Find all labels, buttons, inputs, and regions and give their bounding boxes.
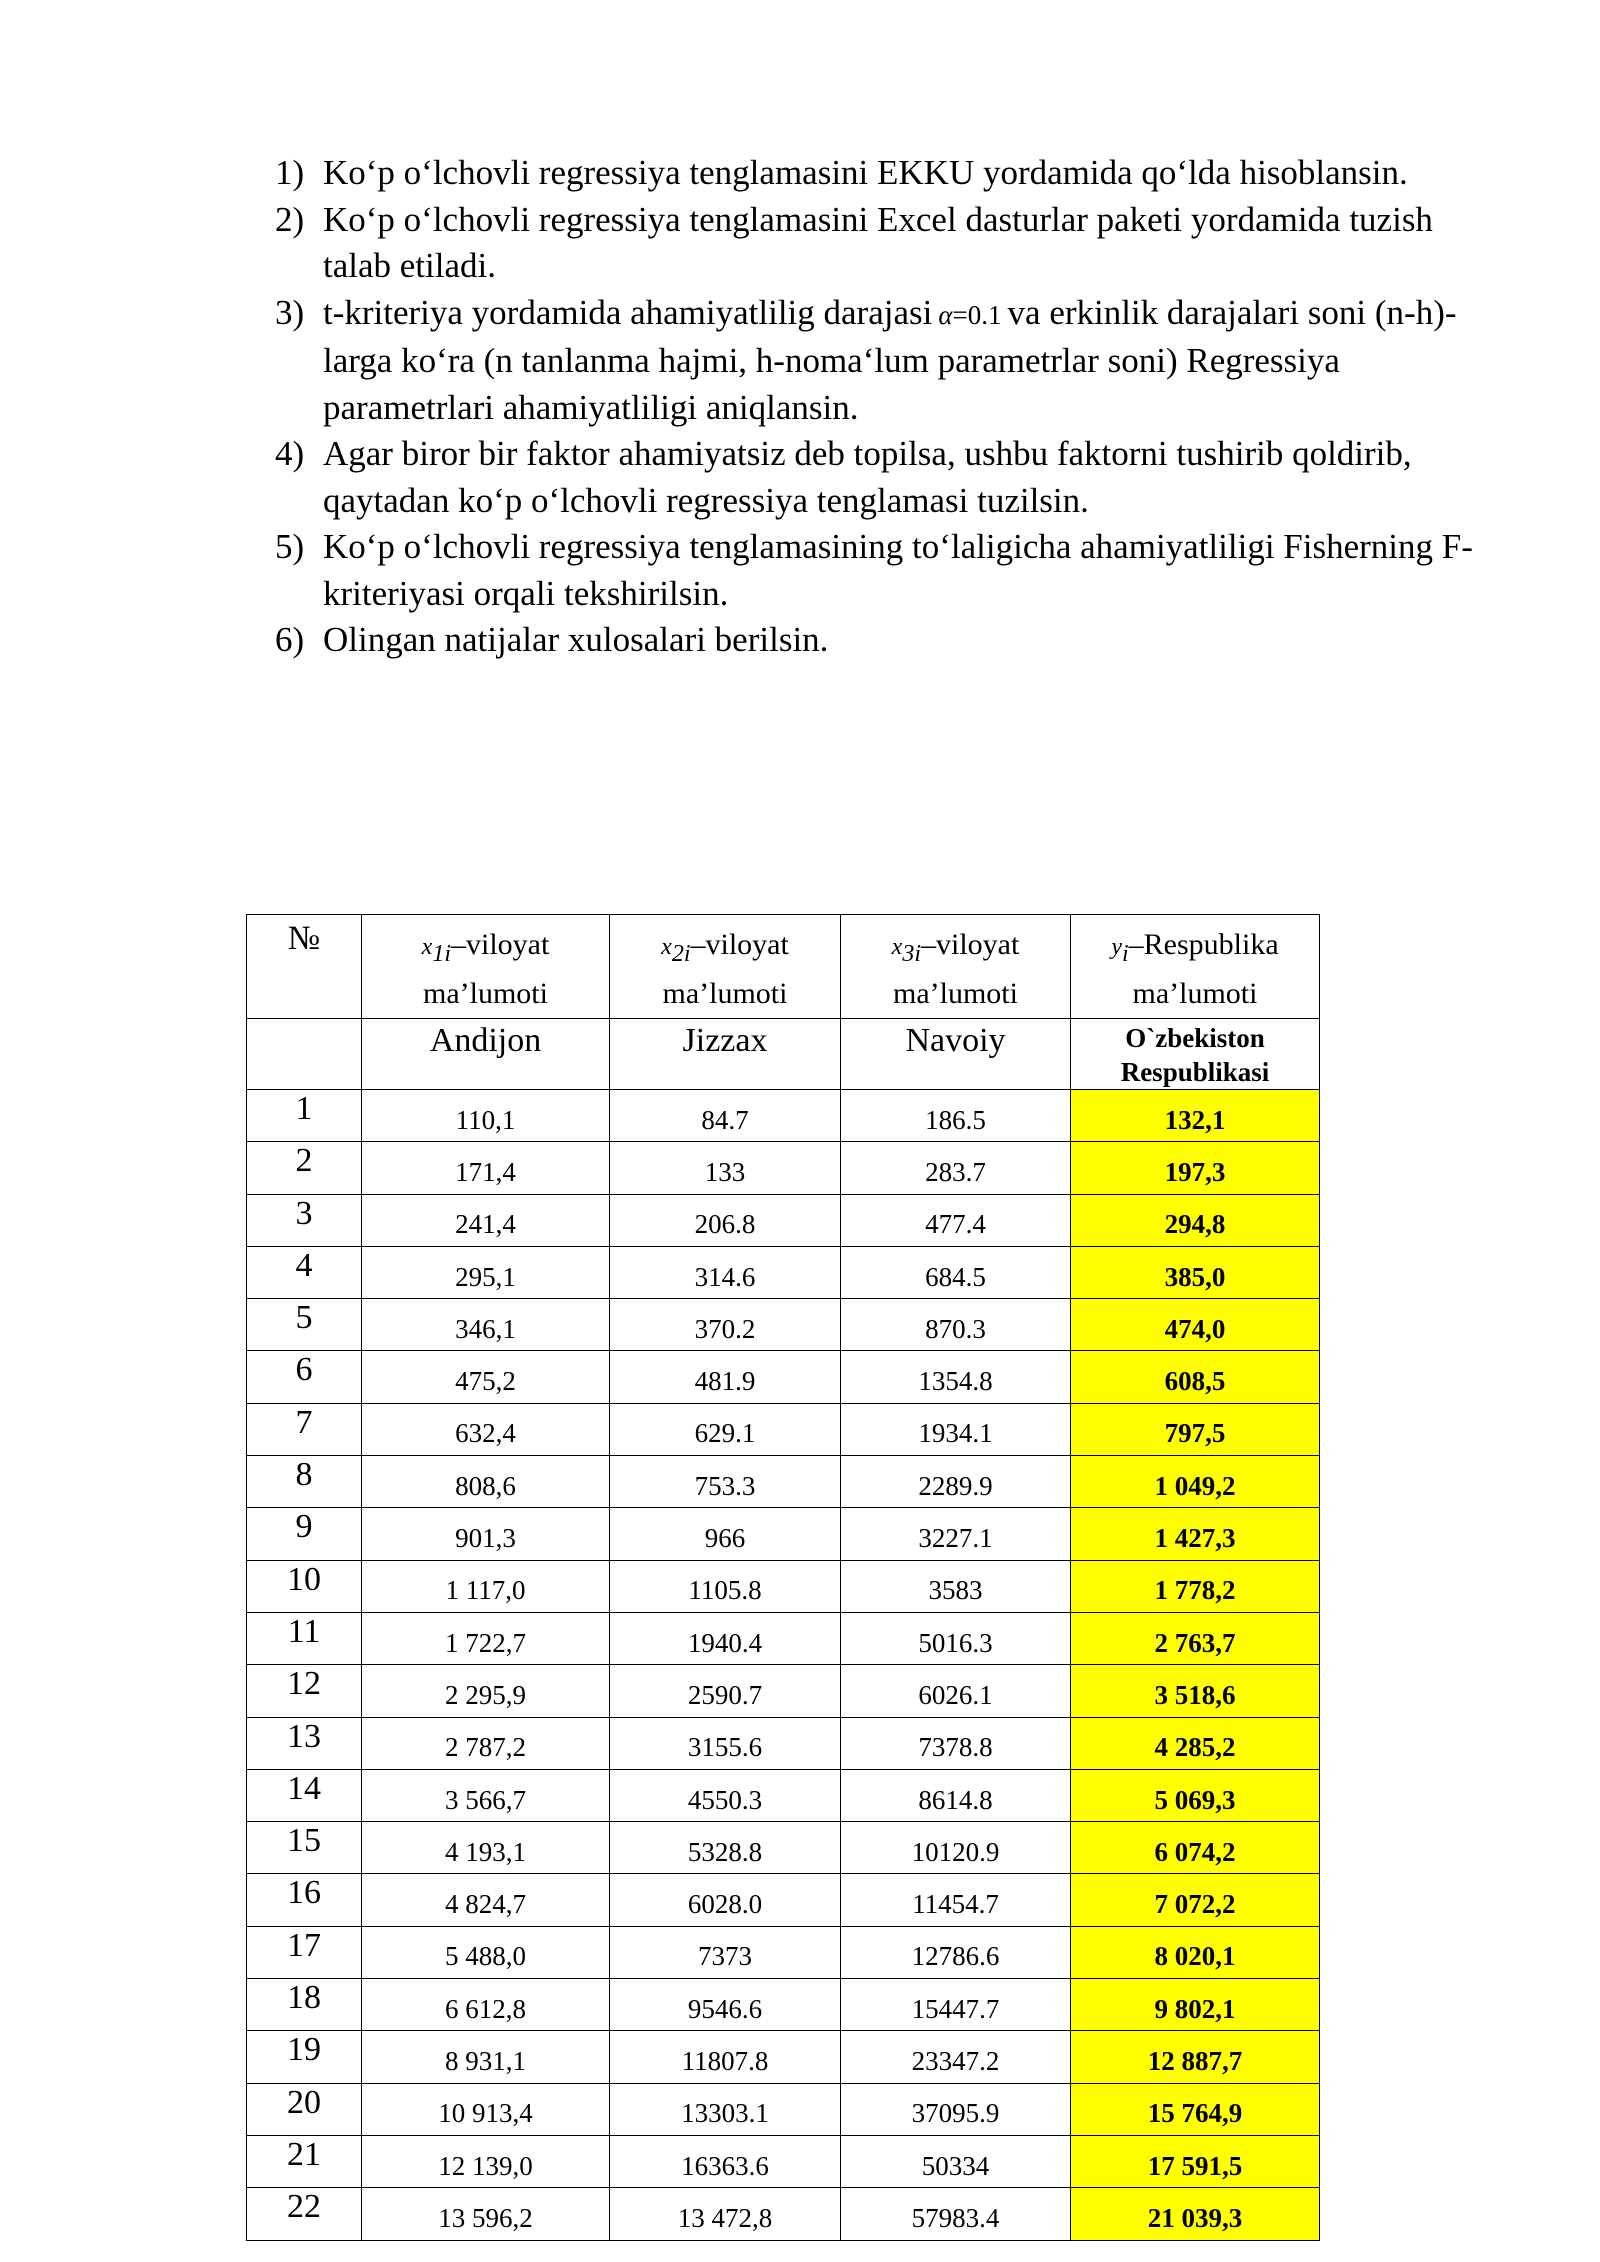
table-row [247, 1560, 1320, 1612]
cell-jizzax: 314.6 [610, 1246, 841, 1298]
cell-jizzax: 6028.0 [610, 1874, 841, 1926]
table-row [247, 1142, 1320, 1194]
cell-andijon: 3 566,7 [362, 1769, 610, 1821]
task-number: 2) [275, 199, 305, 239]
cell-andijon: 346,1 [362, 1299, 610, 1351]
cell-andijon: 4 824,7 [362, 1874, 610, 1926]
cell-navoiy: 477.4 [841, 1194, 1071, 1246]
data-table [246, 914, 1320, 2241]
cell-number: 13 [247, 1717, 362, 1769]
header-x1 [362, 915, 610, 1019]
variable-symbol: x [421, 934, 433, 960]
table-row [247, 1246, 1320, 1298]
cell-jizzax: 481.9 [610, 1351, 841, 1403]
header-suffix: –viloyat [921, 928, 1020, 961]
cell-andijon: 8 931,1 [362, 2031, 610, 2083]
table-row [247, 1403, 1320, 1455]
cell-navoiy: 6026.1 [841, 1665, 1071, 1717]
cell-number: 14 [247, 1769, 362, 1821]
cell-jizzax: 3155.6 [610, 1717, 841, 1769]
cell-republic: 7 072,2 [1071, 1874, 1320, 1926]
cell-number: 4 [247, 1246, 362, 1298]
cell-navoiy: 37095.9 [841, 2083, 1071, 2135]
cell-number: 16 [247, 1874, 362, 1926]
cell-andijon: 6 612,8 [362, 1979, 610, 2031]
table-row [247, 1979, 1320, 2031]
header-suffix: –viloyat [690, 928, 789, 961]
region-name-line2: Respublikasi [1120, 1057, 1270, 1087]
cell-navoiy: 15447.7 [841, 1979, 1071, 2031]
header-x3 [841, 915, 1071, 1019]
variable-subscript: 2i [671, 941, 691, 967]
cell-navoiy: 870.3 [841, 1299, 1071, 1351]
cell-republic: 1 049,2 [1071, 1456, 1320, 1508]
cell-number: 11 [247, 1612, 362, 1664]
header-line2: ma’lumoti [662, 977, 788, 1010]
cell-republic: 797,5 [1071, 1403, 1320, 1455]
cell-andijon: 171,4 [362, 1142, 610, 1194]
task-item-3 [275, 290, 1505, 432]
table-row [247, 1665, 1320, 1717]
cell-andijon: 4 193,1 [362, 1822, 610, 1874]
cell-jizzax: 13 472,8 [610, 2188, 841, 2240]
table-row [247, 1194, 1320, 1246]
cell-navoiy: 50334 [841, 2135, 1071, 2187]
cell-republic: 197,3 [1071, 1142, 1320, 1194]
cell-andijon: 12 139,0 [362, 2135, 610, 2187]
cell-jizzax: 966 [610, 1508, 841, 1560]
table-row [247, 1874, 1320, 1926]
cell-andijon: 808,6 [362, 1456, 610, 1508]
cell-number: 12 [247, 1665, 362, 1717]
cell-republic: 474,0 [1071, 1299, 1320, 1351]
cell-jizzax: 13303.1 [610, 2083, 841, 2135]
cell-navoiy: 283.7 [841, 1142, 1071, 1194]
table-row [247, 2135, 1320, 2187]
task-text: va erkinlik darajalari soni (n-h)-larga ko‘ra (n tanlanma hajmi, h-noma‘lum parametrlar soni) Regressiya parametrlari ahamiyatliligi aniqlansin. [323, 292, 1457, 427]
task-text: Ko‘p o‘lchovli regressiya tenglamasini EKKU yordamida qo‘lda hisoblansin. [323, 153, 1408, 192]
cell-jizzax: 753.3 [610, 1456, 841, 1508]
cell-republic: 294,8 [1071, 1194, 1320, 1246]
cell-jizzax: 5328.8 [610, 1822, 841, 1874]
cell-number: 17 [247, 1926, 362, 1978]
task-item-4 [275, 431, 1505, 524]
cell-andijon: 632,4 [362, 1403, 610, 1455]
cell-navoiy: 7378.8 [841, 1717, 1071, 1769]
cell-republic: 608,5 [1071, 1351, 1320, 1403]
cell-navoiy: 5016.3 [841, 1612, 1071, 1664]
alpha-expression [938, 300, 1001, 330]
task-number: 4) [275, 434, 305, 473]
cell-number: 22 [247, 2188, 362, 2240]
header-suffix: –Respublika [1128, 928, 1279, 961]
cell-jizzax: 1105.8 [610, 1560, 841, 1612]
task-number: 3) [275, 292, 305, 332]
cell-navoiy: 3227.1 [841, 1508, 1071, 1560]
table-row [247, 1351, 1320, 1403]
cell-republic: 8 020,1 [1071, 1926, 1320, 1978]
cell-jizzax: 133 [610, 1142, 841, 1194]
cell-andijon: 10 913,4 [362, 2083, 610, 2135]
header-y [1071, 915, 1320, 1019]
region-name-line1: O`zbekiston [1125, 1023, 1265, 1053]
task-text: Ko‘p o‘lchovli regressiya tenglamasining to‘laligicha ahamiyatliligi Fisherning F-kriteriyasi orqali tekshirilsin. [323, 527, 1473, 613]
cell-republic: 17 591,5 [1071, 2135, 1320, 2187]
cell-andijon: 5 488,0 [362, 1926, 610, 1978]
cell-andijon: 901,3 [362, 1508, 610, 1560]
cell-republic: 1 778,2 [1071, 1560, 1320, 1612]
cell-number: 3 [247, 1194, 362, 1246]
header-empty-cell [247, 1019, 362, 1090]
cell-republic: 2 763,7 [1071, 1612, 1320, 1664]
cell-navoiy: 1934.1 [841, 1403, 1071, 1455]
task-number: 1) [275, 153, 305, 192]
alpha-value: =0.1 [952, 299, 1002, 330]
cell-jizzax: 206.8 [610, 1194, 841, 1246]
cell-republic: 5 069,3 [1071, 1769, 1320, 1821]
task-item-5 [275, 524, 1505, 617]
table-row [247, 1926, 1320, 1978]
cell-number: 18 [247, 1979, 362, 2031]
cell-navoiy: 57983.4 [841, 2188, 1071, 2240]
cell-republic: 132,1 [1071, 1090, 1320, 1142]
region-jizzax: Jizzax [610, 1019, 841, 1090]
cell-navoiy: 12786.6 [841, 1926, 1071, 1978]
cell-jizzax: 16363.6 [610, 2135, 841, 2187]
cell-number: 7 [247, 1403, 362, 1455]
cell-andijon: 1 722,7 [362, 1612, 610, 1664]
cell-jizzax: 629.1 [610, 1403, 841, 1455]
region-navoiy: Navoiy [841, 1019, 1071, 1090]
cell-jizzax: 4550.3 [610, 1769, 841, 1821]
region-andijon: Andijon [362, 1019, 610, 1090]
task-item-6 [275, 617, 1505, 664]
variable-subscript: 1i [432, 941, 451, 967]
task-item-1 [275, 150, 1505, 197]
table-row [247, 1822, 1320, 1874]
cell-number: 8 [247, 1456, 362, 1508]
cell-republic: 3 518,6 [1071, 1665, 1320, 1717]
variable-symbol: x [891, 934, 903, 960]
cell-navoiy: 3583 [841, 1560, 1071, 1612]
table-row [247, 1717, 1320, 1769]
table-row [247, 1769, 1320, 1821]
table-row [247, 2031, 1320, 2083]
cell-andijon: 2 295,9 [362, 1665, 610, 1717]
variable-subscript: i [1121, 941, 1129, 967]
cell-number: 1 [247, 1090, 362, 1142]
cell-number: 21 [247, 2135, 362, 2187]
task-number: 6) [275, 620, 305, 659]
cell-jizzax: 370.2 [610, 1299, 841, 1351]
task-list [275, 150, 1505, 664]
variable-symbol: y [1111, 934, 1122, 960]
table-row [247, 1456, 1320, 1508]
table-row [247, 1508, 1320, 1560]
cell-navoiy: 684.5 [841, 1246, 1071, 1298]
cell-andijon: 241,4 [362, 1194, 610, 1246]
table-row [247, 2188, 1320, 2240]
cell-number: 10 [247, 1560, 362, 1612]
header-suffix: –viloyat [451, 928, 550, 961]
task-text: t-kriteriya yordamida ahamiyatlilig darajasi [323, 292, 933, 332]
variable-subscript: 3i [902, 941, 921, 967]
cell-republic: 15 764,9 [1071, 2083, 1320, 2135]
cell-navoiy: 10120.9 [841, 1822, 1071, 1874]
task-text: Olingan natijalar xulosalari berilsin. [323, 620, 829, 659]
cell-jizzax: 1940.4 [610, 1612, 841, 1664]
cell-jizzax: 9546.6 [610, 1979, 841, 2031]
cell-number: 5 [247, 1299, 362, 1351]
cell-navoiy: 11454.7 [841, 1874, 1071, 1926]
cell-republic: 12 887,7 [1071, 2031, 1320, 2083]
cell-andijon: 110,1 [362, 1090, 610, 1142]
cell-republic: 1 427,3 [1071, 1508, 1320, 1560]
cell-andijon: 2 787,2 [362, 1717, 610, 1769]
cell-number: 15 [247, 1822, 362, 1874]
variable-symbol: x [661, 934, 672, 960]
cell-jizzax: 7373 [610, 1926, 841, 1978]
header-row-variables [247, 915, 1320, 1019]
cell-number: 6 [247, 1351, 362, 1403]
alpha-symbol: α [938, 299, 953, 330]
header-line2: ma’lumoti [1132, 977, 1258, 1010]
cell-navoiy: 186.5 [841, 1090, 1071, 1142]
cell-navoiy: 1354.8 [841, 1351, 1071, 1403]
task-text: Agar biror bir faktor ahamiyatsiz deb topilsa, ushbu faktorni tushirib qoldirib, qaytadan ko‘p o‘lchovli regressiya tenglamasi tuzilsin. [323, 434, 1412, 520]
cell-navoiy: 8614.8 [841, 1769, 1071, 1821]
cell-andijon: 1 117,0 [362, 1560, 610, 1612]
table-row [247, 1299, 1320, 1351]
task-item-2 [275, 197, 1505, 290]
region-uzbekistan [1071, 1019, 1320, 1090]
cell-navoiy: 2289.9 [841, 1456, 1071, 1508]
header-number-sign: № [247, 915, 362, 1019]
table-row [247, 1090, 1320, 1142]
task-number: 5) [275, 527, 305, 566]
cell-republic: 21 039,3 [1071, 2188, 1320, 2240]
cell-jizzax: 84.7 [610, 1090, 841, 1142]
table-row [247, 2083, 1320, 2135]
header-line2: ma’lumoti [893, 977, 1018, 1010]
task-text: Ko‘p o‘lchovli regressiya tenglamasini Excel dasturlar paketi yordamida tuzish talab etiladi. [323, 199, 1433, 285]
cell-republic: 385,0 [1071, 1246, 1320, 1298]
cell-republic: 6 074,2 [1071, 1822, 1320, 1874]
cell-number: 9 [247, 1508, 362, 1560]
cell-navoiy: 23347.2 [841, 2031, 1071, 2083]
header-line2: ma’lumoti [423, 977, 548, 1010]
cell-andijon: 475,2 [362, 1351, 610, 1403]
cell-number: 20 [247, 2083, 362, 2135]
table-row [247, 1612, 1320, 1664]
cell-number: 2 [247, 1142, 362, 1194]
cell-republic: 4 285,2 [1071, 1717, 1320, 1769]
cell-andijon: 13 596,2 [362, 2188, 610, 2240]
header-row-regions [247, 1019, 1320, 1090]
cell-republic: 9 802,1 [1071, 1979, 1320, 2031]
cell-number: 19 [247, 2031, 362, 2083]
cell-jizzax: 2590.7 [610, 1665, 841, 1717]
cell-andijon: 295,1 [362, 1246, 610, 1298]
header-x2 [610, 915, 841, 1019]
cell-jizzax: 11807.8 [610, 2031, 841, 2083]
